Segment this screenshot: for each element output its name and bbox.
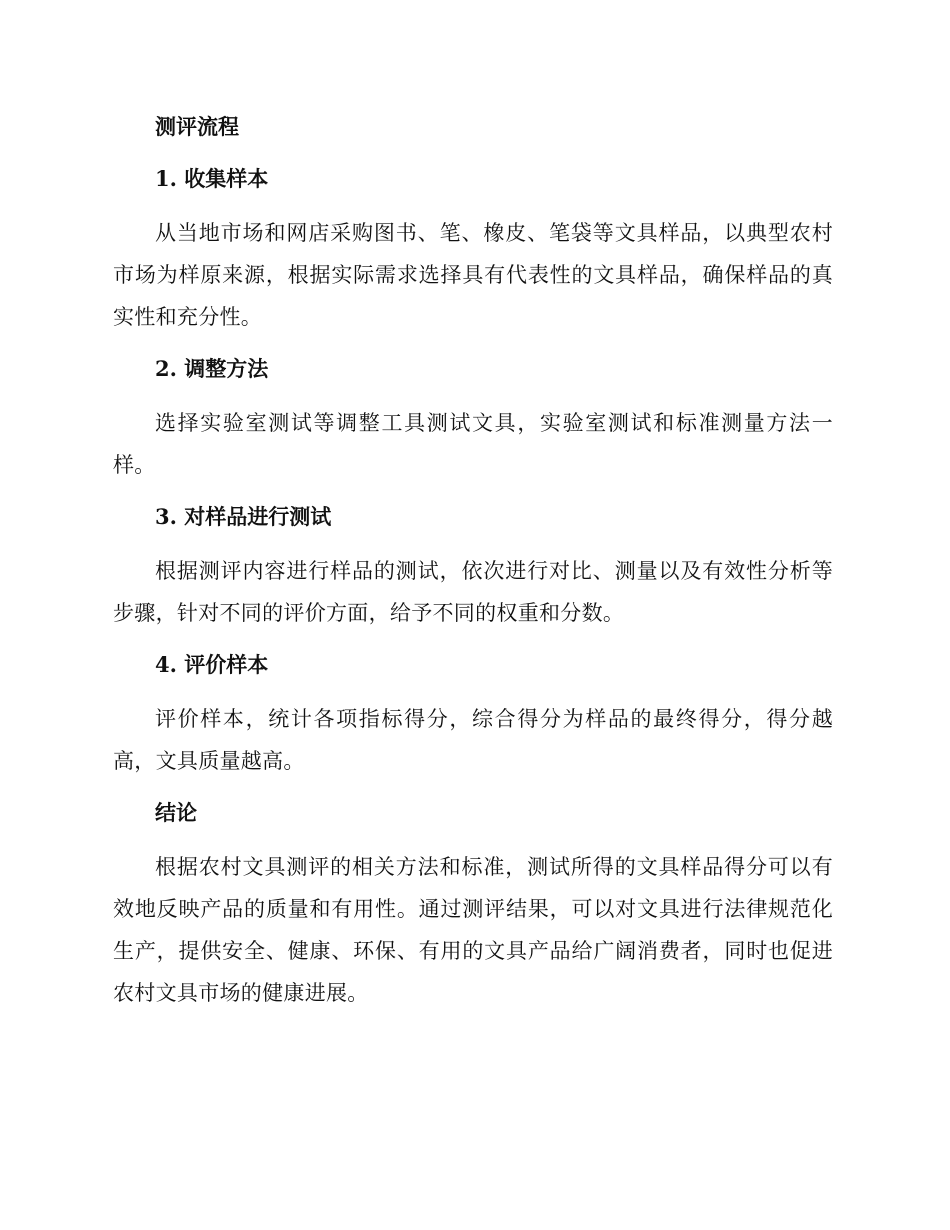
section-heading-adjust-method: 2. 调整方法 bbox=[155, 356, 269, 381]
section-heading-evaluation-process: 测评流程 bbox=[155, 114, 239, 139]
section-heading-test-samples: 3. 对样品进行测试 bbox=[155, 504, 332, 529]
paragraph-collect-samples: 从当地市场和网店采购图书、笔、橡皮、笔袋等文具样品，以典型农村市场为样原来源，根据实际需求选择具有代表性的文具样品，确保样品的真实性和充分性。 bbox=[113, 221, 833, 329]
section-heading-conclusion: 结论 bbox=[155, 800, 197, 825]
paragraph-test-samples: 根据测评内容进行样品的测试，依次进行对比、测量以及有效性分析等步骤，针对不同的评价方面，给予不同的权重和分数。 bbox=[113, 559, 833, 625]
paragraph-evaluate-samples: 评价样本，统计各项指标得分，综合得分为样品的最终得分，得分越高，文具质量越高。 bbox=[113, 707, 833, 773]
section-heading-evaluate-samples: 4. 评价样本 bbox=[155, 652, 269, 677]
document-page bbox=[113, 108, 833, 1014]
paragraph-adjust-method: 选择实验室测试等调整工具测试文具，实验室测试和标准测量方法一样。 bbox=[113, 411, 833, 477]
paragraph-conclusion: 根据农村文具测评的相关方法和标准，测试所得的文具样品得分可以有效地反映产品的质量和有用性。通过测评结果，可以对文具进行法律规范化生产，提供安全、健康、环保、有用的文具产品给广阔消费者，同时也促进农村文具市场的健康进展。 bbox=[113, 855, 833, 1005]
section-heading-collect-samples: 1. 收集样本 bbox=[155, 166, 269, 191]
